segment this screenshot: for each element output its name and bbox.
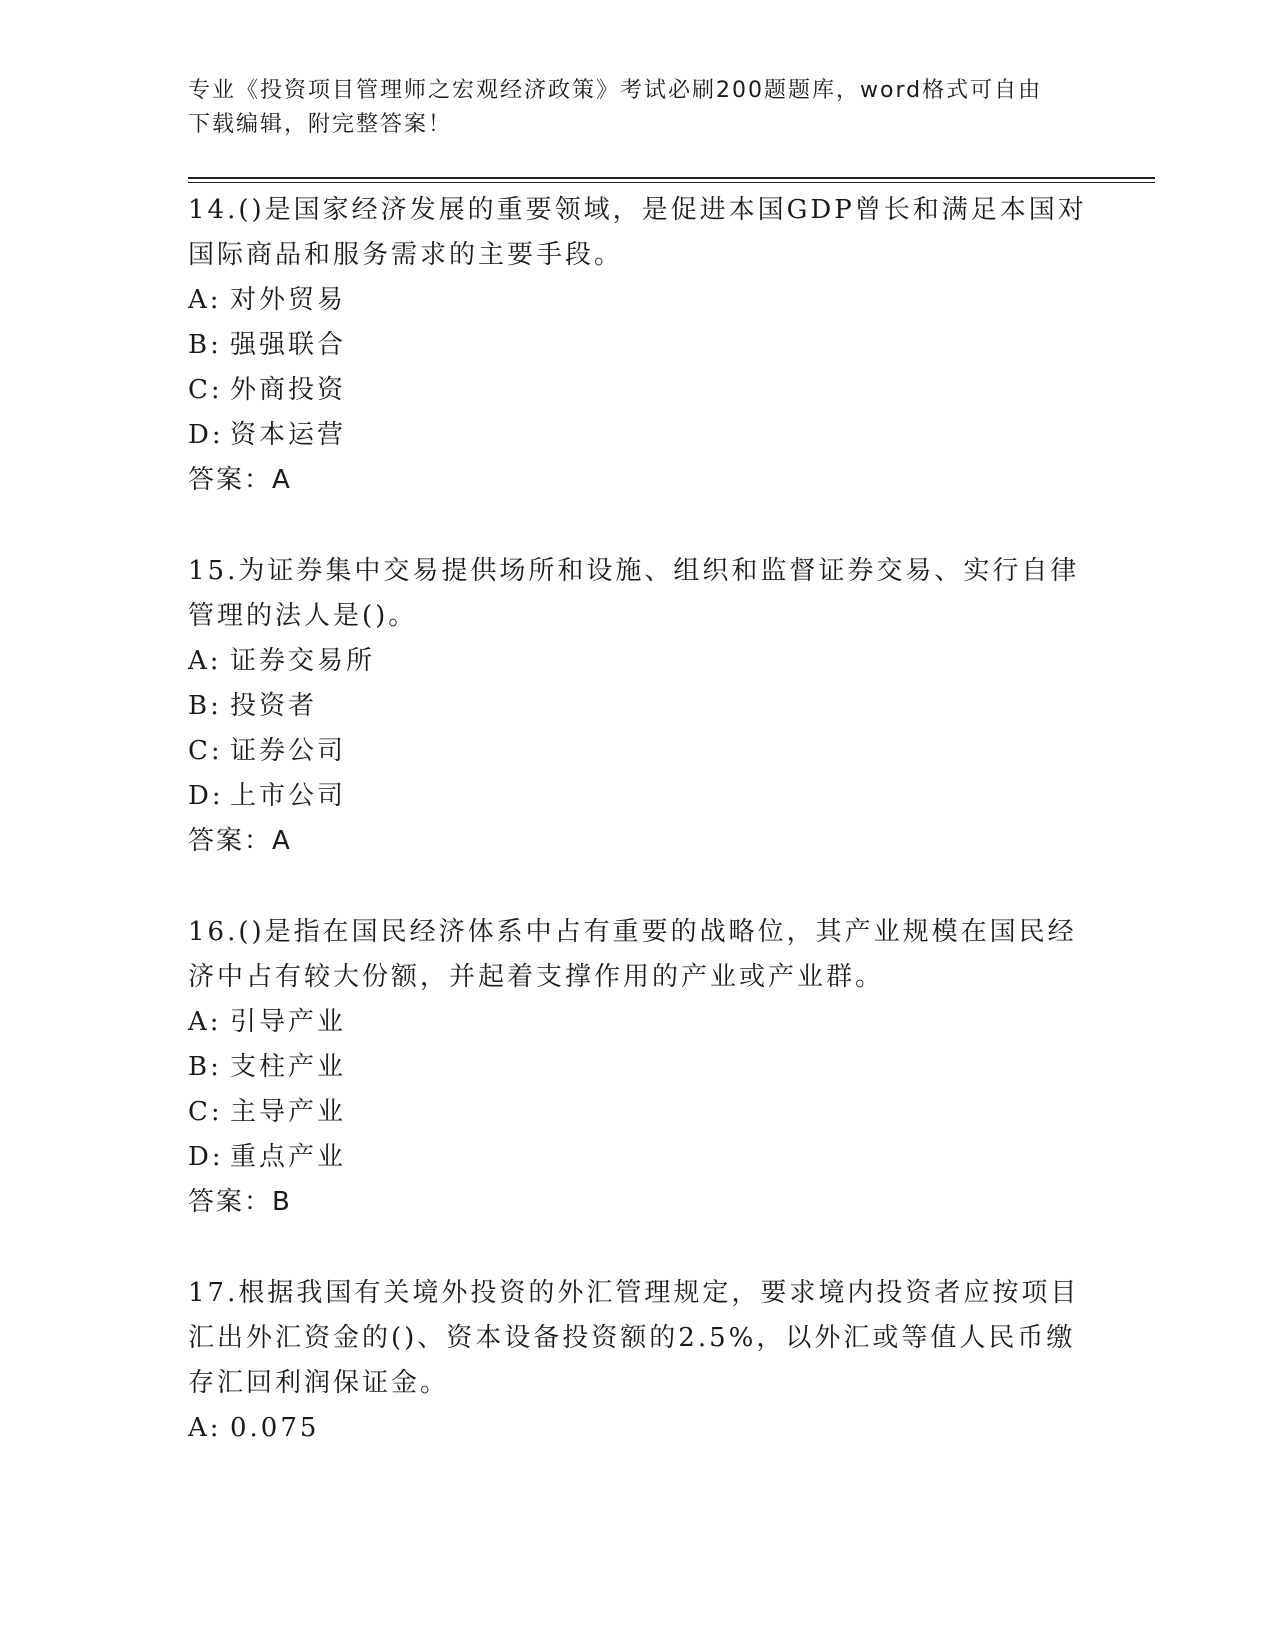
option-text: 外商投资 (230, 375, 347, 405)
option-a (188, 1000, 1088, 1045)
question-stem: 14.()是国家经济发展的重要领域，是促进本国GDP曾长和满足本国对国际商品和服务需求的主要手段。 (188, 195, 1087, 270)
option-letter: D: (188, 420, 224, 450)
intro-line-2: 下载编辑，附完整答案！ (188, 112, 453, 137)
option-letter: A: (188, 1413, 222, 1443)
option-text: 0.075 (230, 1413, 320, 1443)
option-letter: D: (188, 781, 224, 811)
option-text: 对外贸易 (230, 285, 347, 315)
question-14 (188, 188, 1088, 503)
question-16 (188, 910, 1088, 1225)
option-letter: B: (188, 1052, 222, 1082)
option-a (188, 639, 1088, 684)
option-text: 主导产业 (230, 1097, 347, 1127)
intro-line-1: 专业《投资项目管理师之宏观经济政策》考试必刷200题题库，word格式可自由 (188, 78, 1043, 103)
option-text: 上市公司 (230, 781, 347, 811)
option-text: 投资者 (230, 691, 318, 721)
option-letter: C: (188, 736, 223, 766)
option-c (188, 1090, 1088, 1135)
option-letter: A: (188, 646, 222, 676)
question-stem: 15.为证券集中交易提供场所和设施、组织和监督证券交易、实行自律管理的法人是()。 (188, 556, 1080, 631)
question-15 (188, 549, 1088, 864)
option-d (188, 413, 1088, 458)
option-letter: D: (188, 1142, 224, 1172)
option-text: 强强联合 (230, 330, 347, 360)
question-stem: 17.根据我国有关境外投资的外汇管理规定，要求境内投资者应按项目汇出外汇资金的()、资本设备投资额的2.5%，以外汇或等值人民币缴存汇回利润保证金。 (188, 1278, 1080, 1398)
option-text: 证券公司 (230, 736, 347, 766)
answer-line: 答案：A (188, 465, 292, 495)
question-stem: 16.()是指在国民经济体系中占有重要的战略位，其产业规模在国民经济中占有较大份额，并起着支撑作用的产业或产业群。 (188, 917, 1077, 992)
question-17 (188, 1271, 1088, 1451)
option-a (188, 1406, 1088, 1451)
option-text: 支柱产业 (230, 1052, 347, 1082)
question-list (188, 188, 1088, 1497)
option-b (188, 1045, 1088, 1090)
option-text: 资本运营 (230, 420, 347, 450)
option-text: 证券交易所 (230, 646, 376, 676)
option-c (188, 729, 1088, 774)
option-letter: A: (188, 285, 222, 315)
option-d (188, 774, 1088, 819)
document-intro (188, 74, 1068, 142)
option-text: 引导产业 (230, 1007, 347, 1037)
option-letter: B: (188, 691, 222, 721)
option-letter: C: (188, 375, 223, 405)
header-divider-thick (188, 177, 1155, 179)
answer-line: 答案：A (188, 826, 292, 856)
option-b (188, 323, 1088, 368)
option-letter: A: (188, 1007, 222, 1037)
option-d (188, 1135, 1088, 1180)
option-b (188, 684, 1088, 729)
answer-line: 答案：B (188, 1187, 292, 1217)
option-letter: C: (188, 1097, 223, 1127)
option-letter: B: (188, 330, 222, 360)
option-text: 重点产业 (230, 1142, 347, 1172)
option-a (188, 278, 1088, 323)
header-divider-thin (188, 182, 1155, 183)
option-c (188, 368, 1088, 413)
